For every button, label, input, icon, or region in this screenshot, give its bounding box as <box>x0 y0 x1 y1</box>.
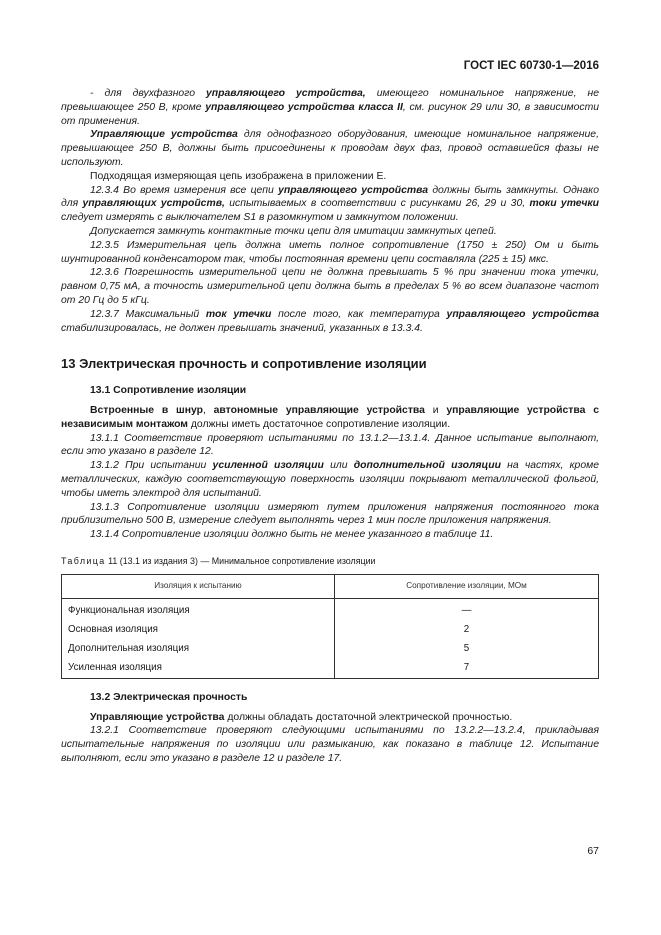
table-cell-insulation: Функциональная изоляция <box>62 598 335 621</box>
table-cell-insulation: Основная изоляция <box>62 621 335 640</box>
table-cell-insulation: Усиленная изоляция <box>62 659 335 679</box>
paragraph-12-3-6: 12.3.6 Погрешность измерительной цепи не должна превышать 5 % при значении тока утечки, равном 0,75 мА, а точность измерительной цепи должна быть в пределах 5 % во всем диапазоне частот от 20 Гц до 5 кГц. <box>61 267 599 306</box>
table-row <box>62 659 599 679</box>
table-cell-insulation: Дополнительная изоляция <box>62 640 335 659</box>
paragraph-13-1-1: 13.1.1 Соответствие проверяют испытаниями по 13.1.2—13.1.4. Данное испытание выполнают, если это указано в разделе 12. <box>61 432 599 458</box>
column-header-insulation: Изоляция к испытанию <box>62 574 335 598</box>
table-cell-resistance: 7 <box>335 659 599 679</box>
paragraph-13-2-intro: Управляющие устройства должны обладать достаточной электрической прочностью. <box>90 711 513 723</box>
page-body <box>61 87 599 766</box>
table-11 <box>61 574 599 679</box>
subsection-13-2-heading: 13.2 Электрическая прочность <box>90 691 248 703</box>
paragraph-12-3-7: 12.3.7 Максимальный ток утечки после того, как температура управляющего устройства стабилизировалась, не должен превышать значений, указанных в 13.3.4. <box>61 308 599 334</box>
page-number: 67 <box>587 845 599 857</box>
table-row <box>62 598 599 621</box>
subsection-13-1-heading: 13.1 Сопротивление изоляции <box>90 385 247 397</box>
paragraph-13-1-3: 13.1.3 Сопротивление изоляции измеряют путем приложения напряжения постоянного тока приблизительно 500 В, измерение следует выполнять через 1 мин после приложения напряжения. <box>61 501 599 527</box>
document-header: ГОСТ IEC 60730-1—2016 <box>463 60 599 72</box>
paragraph-12-3-4: 12.3.4 Во время измерения все цепи управляющего устройства должны быть замкнуты. Однако для управляющих устройств, испытываемых в соответствии с рисунками 26, 29 и 30, токи утечки следует измерять с выключателем S1 в разомкнутом и замкнутом положении. <box>61 184 599 224</box>
paragraph-single-phase: Управляющие устройства для однофазного оборудования, имеющие номинальное напряжение, превышающее 250 В, должны быть присоединены к проводам двух фаз, провод оставшейся фазы не используют. <box>61 129 599 168</box>
table-row <box>62 621 599 640</box>
paragraph-circuit-appendix: Подходящая измеряющая цепь изображена в приложении Е. <box>90 170 387 182</box>
paragraph-two-phase: - для двухфазного управляющего устройства, имеющего номинальное напряжение, не превышающее 250 В, кроме управляющего устройства класса II, см. рисунок 29 или 30, в зависимости от применения. <box>61 88 600 127</box>
paragraph-12-3-5: 12.3.5 Измерительная цепь должна иметь полное сопротивление (1750 ± 250) Ом и быть шунтированной конденсатором так, чтобы постоянная времени цепи составляла (225 ± 15) мкс. <box>61 239 599 265</box>
table-cell-resistance: 2 <box>335 621 599 640</box>
paragraph-13-1-intro: Встроенные в шнур, автономные управляющие устройства и управляющие устройства с независимым монтажом должны иметь достаточное сопротивление изоляции. <box>61 404 599 430</box>
column-header-resistance: Сопротивление изоляции, МОм <box>335 574 599 598</box>
paragraph-13-1-4: 13.1.4 Сопротивление изоляции должно быть не менее указанного в таблице 11. <box>90 529 494 541</box>
paragraph-13-2-1: 13.2.1 Соответствие проверяют следующими испытаниями по 13.2.2—13.2.4, прикладывая испытательные напряжения по изоляции или размыканию, как показано в таблице 12. Испытание выполняют, если это указано в разделе 12 и разделе 17. <box>61 725 599 764</box>
table-cell-resistance: 5 <box>335 640 599 659</box>
section-13-heading: 13 Электрическая прочность и сопротивление изоляции <box>61 356 427 372</box>
table-header-row <box>62 574 599 598</box>
table-row <box>62 640 599 659</box>
paragraph-13-1-2: 13.1.2 При испытании усиленной изоляции или дополнительной изоляции на частях, кроме металлических, каждую соответствующую поверхность изоляции покрывают металлической фольгой, чтобы иметь электрод для испытаний. <box>61 460 599 499</box>
table-11-caption: Таблица 11 (13.1 из издания 3) — Минимальное сопротивление изоляции <box>61 555 376 566</box>
paragraph-contact-points: Допускается замкнуть контактные точки цепи для имитации замкнутых цепей. <box>90 225 497 237</box>
table-cell-resistance: — <box>335 598 599 621</box>
